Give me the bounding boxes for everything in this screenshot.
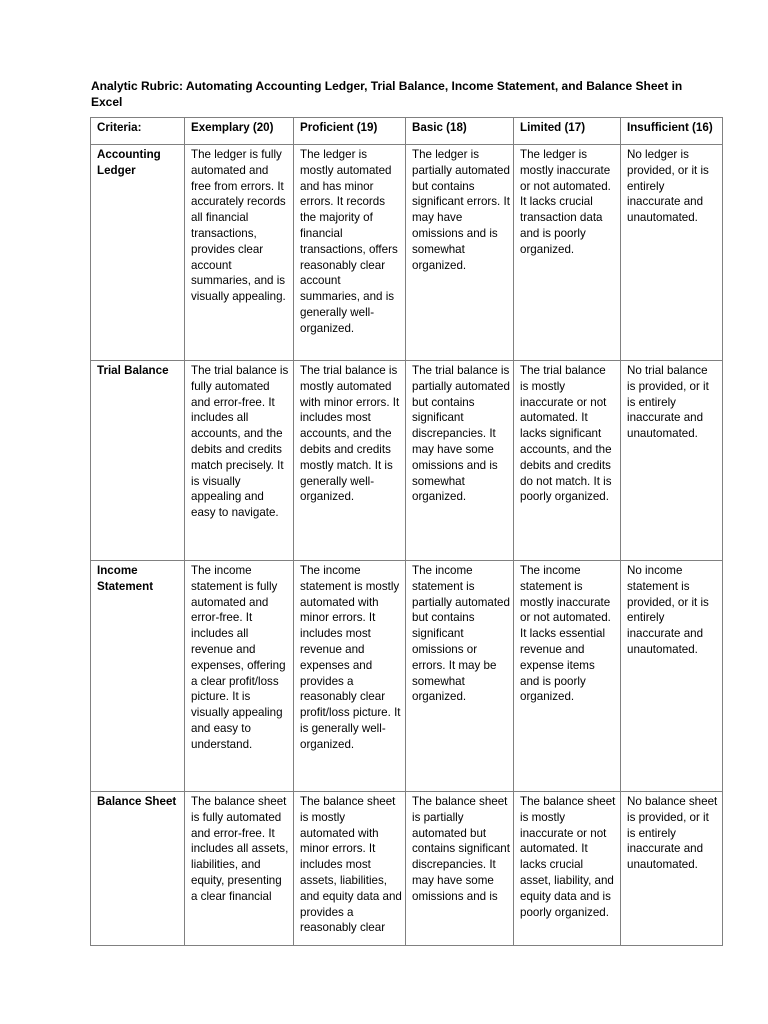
criterion-label: Income Statement xyxy=(91,561,185,792)
rubric-cell: The income statement is mostly automated with minor errors. It includes most revenue and expenses and provides a reasonably clear profit/loss picture. It is generally well-organized. xyxy=(294,561,406,792)
header-proficient: Proficient (19) xyxy=(294,118,406,145)
rubric-cell: The trial balance is mostly inaccurate or not automated. It lacks significant accounts, and the debits and credits do not match. It is poorly organized. xyxy=(514,361,621,561)
criterion-label: Trial Balance xyxy=(91,361,185,561)
rubric-cell: The balance sheet is mostly automated with minor errors. It includes most assets, liabilities, and equity data and provides a reasonably clear xyxy=(294,792,406,946)
table-row xyxy=(91,145,723,361)
criterion-label: Accounting Ledger xyxy=(91,145,185,361)
rubric-cell: The income statement is partially automated but contains significant omissions or errors. It may be somewhat organized. xyxy=(406,561,514,792)
header-insufficient: Insufficient (16) xyxy=(621,118,723,145)
rubric-cell: The ledger is fully automated and free from errors. It accurately records all financial transactions, provides clear account summaries, and is visually appealing. xyxy=(185,145,294,361)
document-title: Analytic Rubric: Automating Accounting Ledger, Trial Balance, Income Statement, and Balance Sheet in Excel xyxy=(91,79,683,109)
rubric-cell: The ledger is mostly automated and has minor errors. It records the majority of financial transactions, offers reasonably clear account summaries, and is generally well-organized. xyxy=(294,145,406,361)
table-row xyxy=(91,792,723,946)
header-exemplary: Exemplary (20) xyxy=(185,118,294,145)
table-row xyxy=(91,361,723,561)
rubric-cell: The income statement is fully automated and error-free. It includes all revenue and expenses, offering a clear profit/loss picture. It is visually appealing and easy to understand. xyxy=(185,561,294,792)
rubric-cell: No balance sheet is provided, or it is entirely inaccurate and unautomated. xyxy=(621,792,723,946)
criterion-label: Balance Sheet xyxy=(91,792,185,946)
header-limited: Limited (17) xyxy=(514,118,621,145)
rubric-cell: The trial balance is mostly automated with minor errors. It includes most accounts, and the debits and credits mostly match. It is generally well-organized. xyxy=(294,361,406,561)
rubric-cell: The ledger is partially automated but contains significant errors. It may have omissions and is somewhat organized. xyxy=(406,145,514,361)
rubric-table xyxy=(90,117,723,946)
rubric-cell: The ledger is mostly inaccurate or not automated. It lacks crucial transaction data and is poorly organized. xyxy=(514,145,621,361)
rubric-cell: The balance sheet is mostly inaccurate or not automated. It lacks crucial asset, liability, and equity data and is poorly organized. xyxy=(514,792,621,946)
rubric-cell: No ledger is provided, or it is entirely inaccurate and unautomated. xyxy=(621,145,723,361)
header-row xyxy=(91,118,723,145)
rubric-cell: The trial balance is fully automated and error-free. It includes all accounts, and the debits and credits match precisely. It is visually appealing and easy to navigate. xyxy=(185,361,294,561)
rubric-cell: The income statement is mostly inaccurate or not automated. It lacks essential revenue and expense items and is poorly organized. xyxy=(514,561,621,792)
rubric-cell: The balance sheet is partially automated but contains significant discrepancies. It may have some omissions and is xyxy=(406,792,514,946)
header-criteria: Criteria: xyxy=(91,118,185,145)
header-basic: Basic (18) xyxy=(406,118,514,145)
rubric-cell: No income statement is provided, or it is entirely inaccurate and unautomated. xyxy=(621,561,723,792)
rubric-cell: The trial balance is partially automated but contains significant discrepancies. It may have some omissions and is somewhat organized. xyxy=(406,361,514,561)
table-row xyxy=(91,561,723,792)
rubric-cell: The balance sheet is fully automated and error-free. It includes all assets, liabilities, and equity, presenting a clear financial xyxy=(185,792,294,946)
rubric-cell: No trial balance is provided, or it is entirely inaccurate and unautomated. xyxy=(621,361,723,561)
